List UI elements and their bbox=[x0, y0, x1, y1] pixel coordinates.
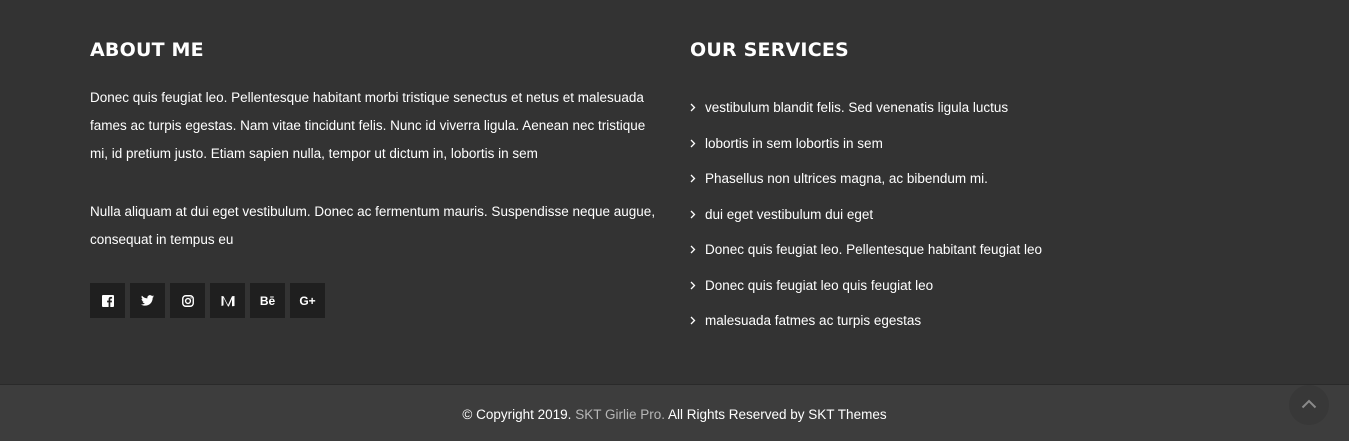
copyright-prefix: © Copyright 2019. bbox=[462, 406, 572, 422]
about-me-paragraph-1: Donec quis feugiat leo. Pellentesque habitant morbi tristique senectus et netus et malesuada fames ac turpis egestas. Nam vitae tincidunt felis. Nunc id viverra ligula. Aenean nec tristique mi, id pretium justo. Etiam sapien nulla, tempor ut dictum in, lobortis in sem bbox=[90, 90, 646, 161]
service-label: Donec quis feugiat leo. Pellentesque habitant feugiat leo bbox=[705, 242, 1042, 258]
service-link[interactable] bbox=[690, 126, 1250, 162]
services-list bbox=[690, 90, 1250, 339]
service-link[interactable] bbox=[690, 232, 1250, 268]
behance-icon: Bē bbox=[259, 293, 276, 308]
behance-link[interactable] bbox=[250, 283, 285, 318]
google-plus-link[interactable] bbox=[290, 283, 325, 318]
medium-icon bbox=[221, 295, 235, 307]
back-to-top-button[interactable] bbox=[1289, 385, 1329, 425]
service-label: Phasellus non ultrices magna, ac bibendum mi. bbox=[705, 171, 988, 187]
service-label: vestibulum blandit felis. Sed venenatis ligula luctus bbox=[705, 100, 1009, 116]
service-link[interactable] bbox=[690, 197, 1250, 233]
our-services-widget bbox=[690, 38, 1250, 339]
copyright-suffix: All Rights Reserved by SKT Themes bbox=[667, 406, 887, 422]
medium-link[interactable] bbox=[210, 283, 245, 318]
service-link[interactable] bbox=[690, 90, 1250, 126]
our-services-heading: OUR SERVICES bbox=[690, 39, 849, 61]
chevron-up-icon bbox=[1301, 396, 1317, 414]
chevron-right-icon bbox=[690, 242, 705, 257]
chevron-right-icon bbox=[690, 100, 705, 115]
facebook-icon bbox=[102, 295, 114, 307]
service-link[interactable] bbox=[690, 303, 1250, 339]
service-label: malesuada fatmes ac turpis egestas bbox=[705, 313, 922, 329]
social-links bbox=[90, 283, 660, 318]
about-me-widget bbox=[90, 38, 660, 318]
brand-link[interactable]: SKT Girlie Pro. bbox=[575, 406, 665, 422]
instagram-link[interactable] bbox=[170, 283, 205, 318]
chevron-right-icon bbox=[690, 136, 705, 151]
twitter-icon bbox=[141, 295, 154, 306]
chevron-right-icon bbox=[690, 313, 705, 328]
service-link[interactable] bbox=[690, 268, 1250, 304]
chevron-right-icon bbox=[690, 171, 705, 186]
service-label: dui eget vestibulum dui eget bbox=[705, 206, 874, 222]
chevron-right-icon bbox=[690, 207, 705, 222]
twitter-link[interactable] bbox=[130, 283, 165, 318]
instagram-icon bbox=[182, 295, 194, 307]
copyright-text bbox=[462, 407, 886, 422]
facebook-link[interactable] bbox=[90, 283, 125, 318]
service-label: lobortis in sem lobortis in sem bbox=[705, 135, 883, 151]
chevron-right-icon bbox=[690, 278, 705, 293]
copyright-bar bbox=[0, 384, 1349, 441]
service-label: Donec quis feugiat leo quis feugiat leo bbox=[705, 277, 934, 293]
about-me-heading: ABOUT ME bbox=[90, 39, 204, 61]
service-link[interactable] bbox=[690, 161, 1250, 197]
google-plus-icon: G+ bbox=[299, 293, 316, 308]
about-me-paragraph-2: Nulla aliquam at dui eget vestibulum. Donec ac fermentum mauris. Suspendisse neque augue, consequat in tempus eu bbox=[90, 204, 656, 247]
